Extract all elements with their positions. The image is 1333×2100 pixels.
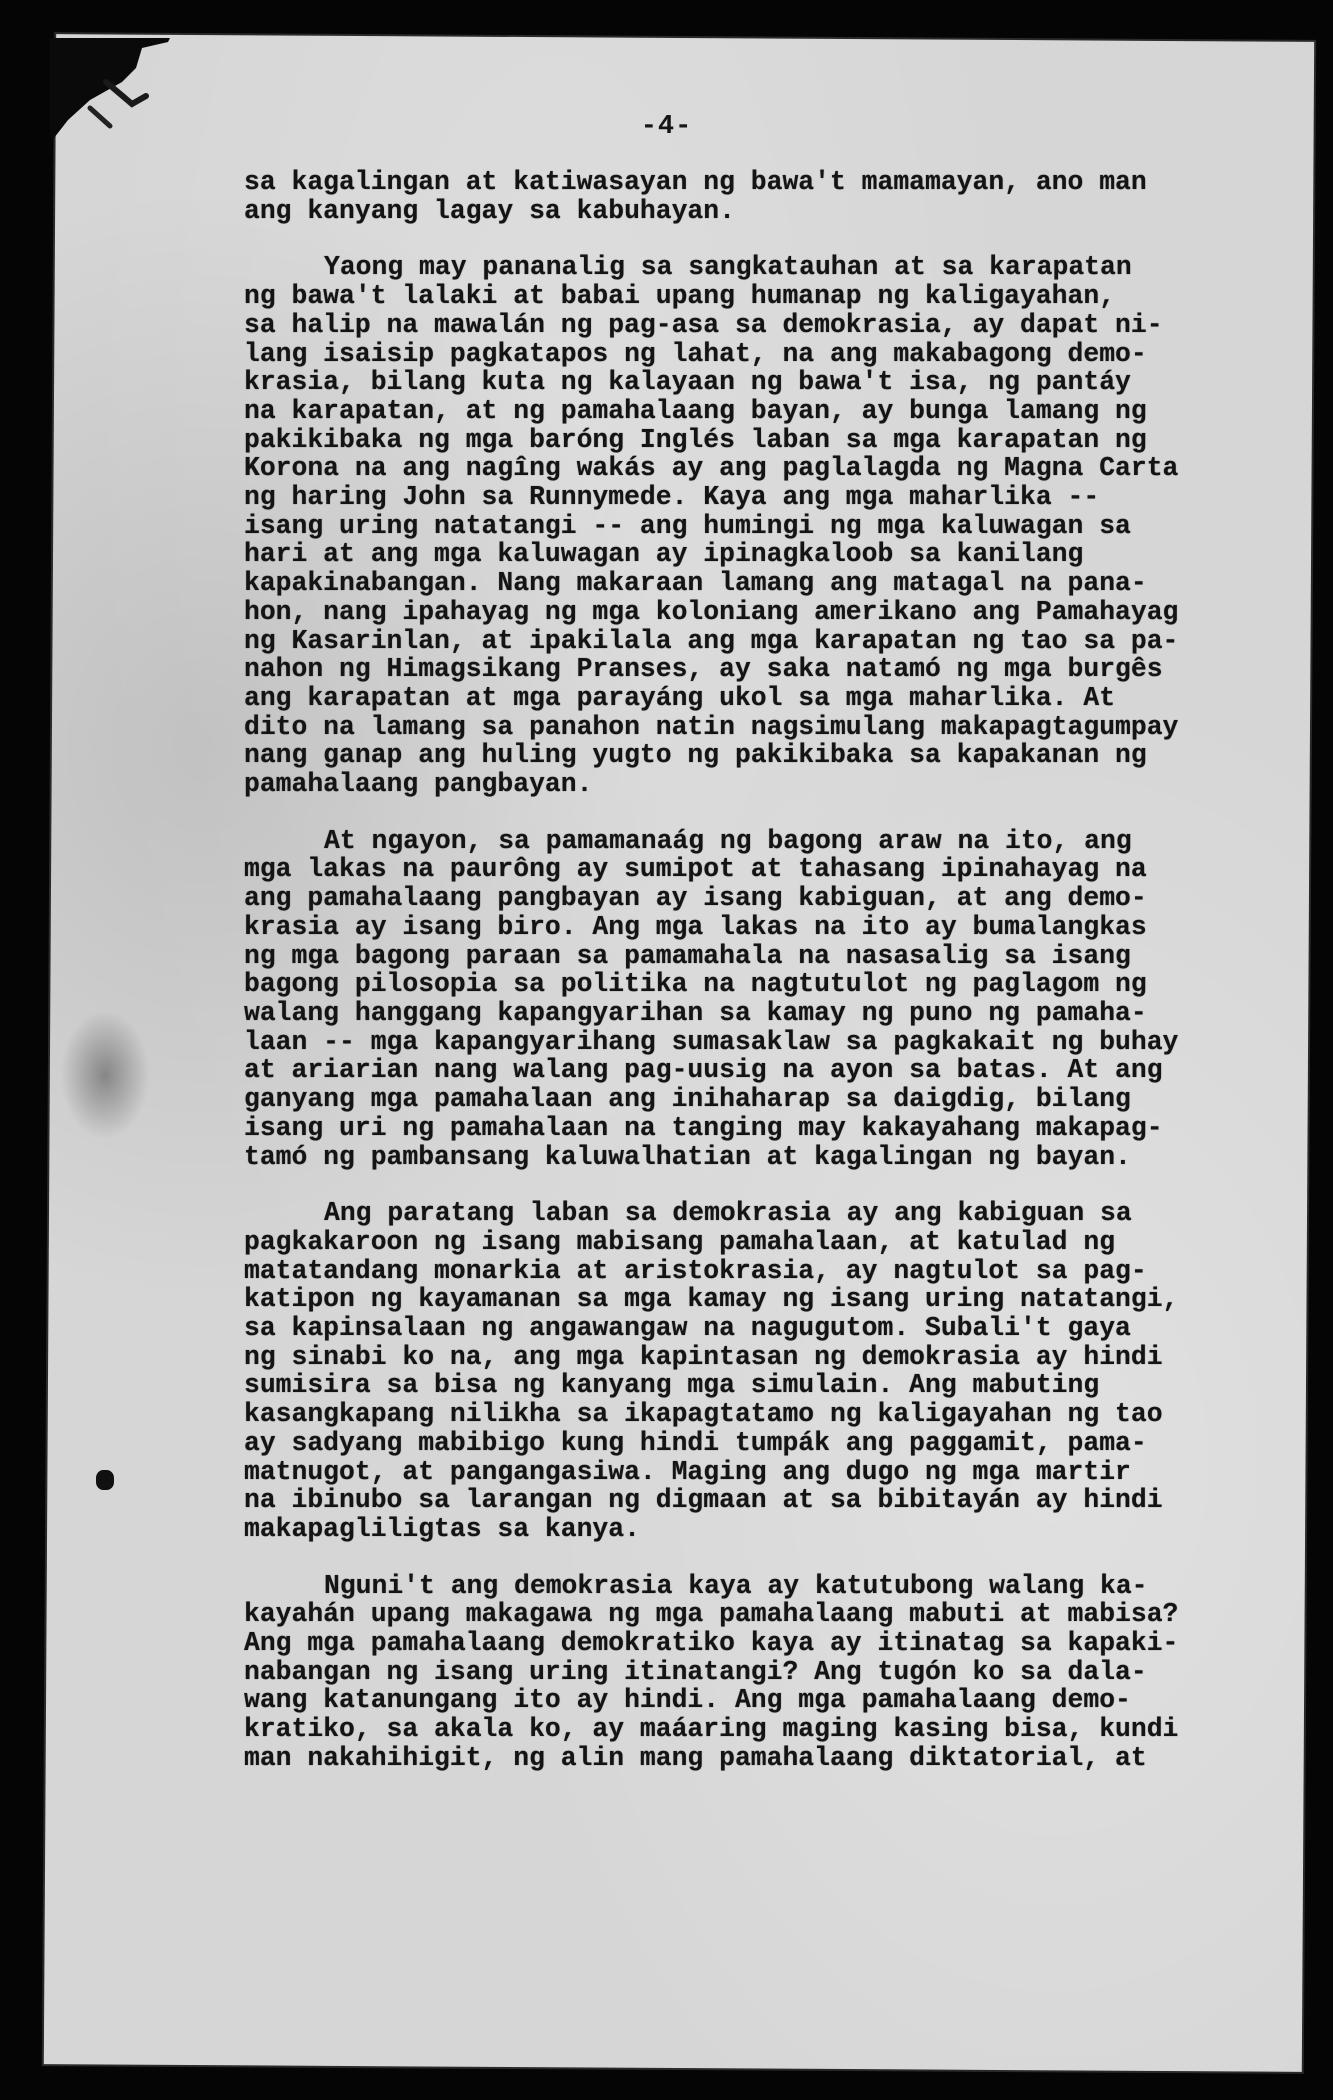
- text-line: krasia, bilang kuta ng kalayaan ng bawa't isa, ng pantáy: [244, 367, 1131, 398]
- text-line: sa kagalingan at katiwasayan ng bawa't mamamayan, ano man: [244, 167, 1147, 197]
- text-line: laan -- mga kapangyarihang sumasaklaw sa pagkakait ng buhay: [244, 1026, 1179, 1057]
- text-line: ang kanyang lagay sa kabuhayan.: [244, 195, 735, 226]
- text-line: na ibinubo sa larangan ng digmaan at sa bibitayán ay hindi: [244, 1485, 1163, 1516]
- text-line: sa kapinsalaan ng angawangaw na nagugutom. Subali't gaya: [244, 1313, 1131, 1344]
- page-number: -4-: [640, 112, 693, 142]
- text-line: tamó ng pambansang kaluwalhatian at kagalingan ng bayan.: [244, 1141, 1131, 1172]
- text-line: hari at ang mga kaluwagan ay ipinagkaloob sa kanilang: [244, 539, 1084, 570]
- text-line: ng mga bagong paraan sa pamamahala na nasasalig sa isang: [244, 940, 1131, 971]
- text-line: ang pamahalaang pangbayan ay isang kabiguan, at ang demo-: [244, 883, 1147, 914]
- paragraph-3: [244, 827, 1184, 1171]
- text-line: matnugot, at pangangasiwa. Maging ang dugo ng mga martir: [244, 1456, 1131, 1487]
- text-line: matatandang monarkia at aristokrasia, ay nagtulot sa pag-: [244, 1255, 1147, 1286]
- paragraph-5: [244, 1572, 1184, 1773]
- text-line: ang karapatan at mga parayáng ukol sa mga maharlika. At: [244, 682, 1116, 713]
- text-line: krasia ay isang biro. Ang mga lakas na ito ay bumalangkas: [244, 911, 1147, 942]
- paragraph-2: [244, 253, 1184, 798]
- text-line: nabangan ng isang uring itinatangi? Ang tugón ko sa dala-: [244, 1656, 1147, 1687]
- text-line: dito na lamang sa panahon natin nagsimulang makapagtagumpay: [244, 711, 1179, 742]
- text-line: pagkakaroon ng isang mabisang pamahalaan, at katulad ng: [244, 1226, 1116, 1257]
- text-line: nahon ng Himagsikang Pranses, ay saka natamó ng mga burgês: [244, 654, 1163, 685]
- text-line: kapakinabangan. Nang makaraan lamang ang matagal na pana-: [244, 568, 1147, 599]
- text-line: lang isaisip pagkatapos ng lahat, na ang makabagong demo-: [244, 338, 1147, 369]
- text-line: hon, nang ipahayag ng mga koloniang amerikano ang Pamahayag: [244, 596, 1179, 627]
- text-line: katipon ng kayamanan sa mga kamay ng isang uring natatangi,: [244, 1284, 1179, 1315]
- text-line: sumisira sa bisa ng kanyang mga simulain. Ang mabuting: [244, 1370, 1100, 1401]
- text-line: bagong pilosopia sa politika na nagtutulot ng paglagom ng: [244, 969, 1147, 1000]
- text-line: sa halip na mawalán ng pag-asa sa demokrasia, ay dapat ni-: [244, 309, 1163, 340]
- text-line: kayahán upang makagawa ng mga pamahalaang mabuti at mabisa?: [244, 1599, 1179, 1630]
- text-line: makapagliligtas sa kanya.: [244, 1513, 640, 1544]
- text-line: ng sinabi ko na, ang mga kapintasan ng demokrasia ay hindi: [244, 1341, 1163, 1372]
- text-line: isang uri ng pamahalaan na tanging may kakayahang makapag-: [244, 1112, 1163, 1143]
- text-line: walang hanggang kapangyarihan sa kamay ng puno ng pamaha-: [244, 997, 1147, 1028]
- text-line: ng bawa't lalaki at babai upang humanap ng kaligayahan,: [244, 281, 1116, 312]
- text-line: man nakahihigit, ng alin mang pamahalaang diktatorial, at: [244, 1742, 1147, 1773]
- text-line: ganyang mga pamahalaan ang inihaharap sa daigdig, bilang: [244, 1084, 1131, 1115]
- text-line: na karapatan, at ng pamahalaang bayan, ay bunga lamang ng: [244, 395, 1147, 426]
- punch-hole-mark: [96, 1470, 114, 1490]
- text-line: At ngayon, sa pamamanaág ng bagong araw na ito, ang: [324, 825, 1132, 856]
- text-line: ay sadyang mabibigo kung hindi tumpák ang paggamit, pama-: [244, 1427, 1147, 1458]
- text-line: kasangkapang nilikha sa ikapagtatamo ng kaligayahan ng tao: [244, 1399, 1163, 1430]
- text-line: pamahalaang pangbayan.: [244, 769, 593, 800]
- text-line: pakikibaka ng mga baróng Inglés laban sa mga karapatan ng: [244, 424, 1147, 455]
- text-line: kratiko, sa akala ko, ay maáaring maging kasing bisa, kundi: [244, 1714, 1179, 1745]
- text-line: ng Kasarinlan, at ipakilala ang mga karapatan ng tao sa pa-: [244, 625, 1179, 656]
- text-line: isang uring natatangi -- ang humingi ng mga kaluwagan sa: [244, 510, 1131, 541]
- text-line: nang ganap ang huling yugto ng pakikibaka sa kapakanan ng: [244, 740, 1147, 771]
- page-smudge: [60, 1010, 150, 1140]
- text-line: at ariarian nang walang pag-uusig na ayon sa batas. At ang: [244, 1055, 1163, 1086]
- text-line: Nguni't ang demokrasia kaya ay katutubong walang ka-: [324, 1570, 1148, 1601]
- paragraph-1: [244, 168, 1184, 225]
- text-line: ng haring John sa Runnymede. Kaya ang mga maharlika --: [244, 482, 1100, 513]
- text-line: mga lakas na paurông ay sumipot at tahasang ipinahayag na: [244, 854, 1147, 885]
- text-line: Ang paratang laban sa demokrasia ay ang kabiguan sa: [324, 1198, 1132, 1229]
- text-line: Ang mga pamahalaang demokratiko kaya ay itinatag sa kapaki-: [244, 1628, 1179, 1659]
- text-line: wang katanungang ito ay hindi. Ang mga pamahalaang demo-: [244, 1685, 1131, 1716]
- text-line: Korona na ang nagîng wakás ay ang paglalagda ng Magna Carta: [244, 453, 1179, 484]
- document-body: [244, 168, 1184, 1773]
- text-line: Yaong may pananalig sa sangkatauhan at sa karapatan: [324, 252, 1132, 283]
- paragraph-4: [244, 1199, 1184, 1543]
